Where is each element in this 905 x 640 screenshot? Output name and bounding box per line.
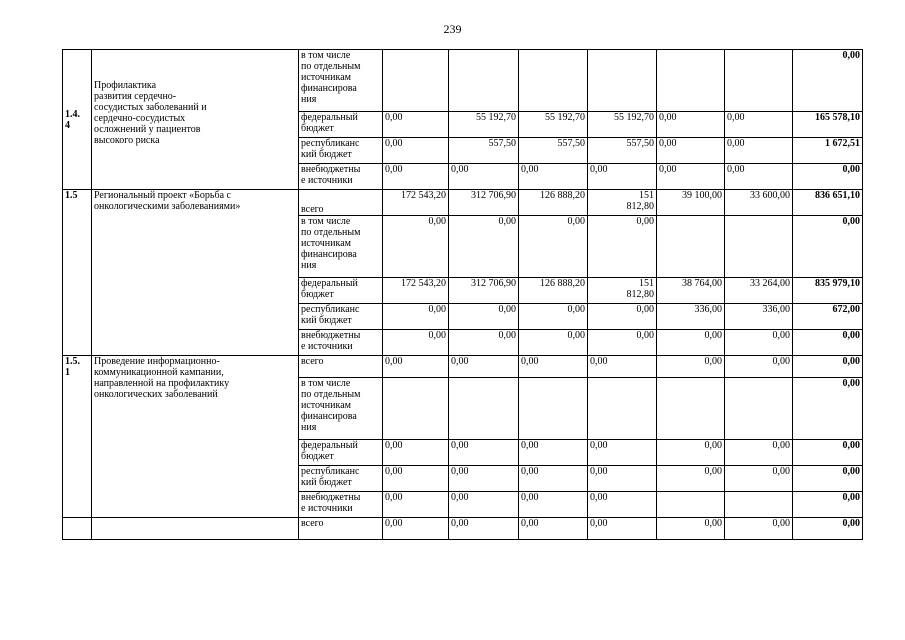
value-cell: 126 888,20 (519, 190, 588, 216)
total-cell: 0,00 (793, 518, 863, 540)
value-cell (725, 50, 793, 112)
value-cell (449, 378, 519, 440)
funding-source: в том числе по отдельным источникам финансирова ния (299, 378, 383, 440)
value-cell: 0,00 (449, 304, 519, 330)
total-cell: 0,00 (793, 50, 863, 112)
table-row (63, 190, 863, 216)
item-name: Региональный проект «Борьба с онкологическими заболеваниями» (92, 190, 299, 356)
total-cell: 672,00 (793, 304, 863, 330)
value-cell (657, 50, 725, 112)
total-cell: 0,00 (793, 466, 863, 492)
value-cell: 126 888,20 (519, 278, 588, 304)
total-cell: 0,00 (793, 356, 863, 378)
table-row (63, 518, 863, 540)
funding-source: всего (299, 518, 383, 540)
value-cell: 0,00 (519, 330, 588, 356)
value-cell (725, 378, 793, 440)
value-cell: 0,00 (588, 304, 657, 330)
funding-source: федеральный бюджет (299, 112, 383, 138)
item-name: Профилактика развития сердечно- сосудистых заболеваний и сердечно-сосудистых осложнений у пациентов высокого риска (92, 50, 299, 190)
value-cell: 0,00 (519, 440, 588, 466)
item-code: 1.5. 1 (63, 356, 92, 518)
value-cell: 557,50 (449, 138, 519, 164)
value-cell (383, 50, 449, 112)
value-cell: 0,00 (519, 164, 588, 190)
total-cell: 0,00 (793, 216, 863, 278)
value-cell: 0,00 (725, 330, 793, 356)
value-cell: 0,00 (519, 304, 588, 330)
value-cell: 172 543,20 (383, 190, 449, 216)
value-cell: 0,00 (725, 518, 793, 540)
funding-source: всего (299, 356, 383, 378)
value-cell: 0,00 (383, 466, 449, 492)
value-cell: 557,50 (588, 138, 657, 164)
value-cell: 0,00 (657, 330, 725, 356)
table-row (63, 50, 863, 112)
value-cell (657, 216, 725, 278)
funding-source: федеральный бюджет (299, 440, 383, 466)
value-cell: 0,00 (725, 164, 793, 190)
value-cell: 0,00 (449, 216, 519, 278)
funding-source: внебюджетны е источники (299, 330, 383, 356)
funding-source: федеральный бюджет (299, 278, 383, 304)
value-cell: 0,00 (657, 164, 725, 190)
funding-source: республиканс кий бюджет (299, 466, 383, 492)
value-cell: 0,00 (383, 164, 449, 190)
value-cell: 38 764,00 (657, 278, 725, 304)
total-cell: 0,00 (793, 330, 863, 356)
value-cell (449, 50, 519, 112)
value-cell (657, 492, 725, 518)
value-cell: 39 100,00 (657, 190, 725, 216)
value-cell: 151 812,80 (588, 278, 657, 304)
value-cell: 0,00 (588, 164, 657, 190)
value-cell: 557,50 (519, 138, 588, 164)
value-cell (588, 50, 657, 112)
total-cell: 0,00 (793, 440, 863, 466)
value-cell: 0,00 (449, 492, 519, 518)
value-cell: 0,00 (588, 440, 657, 466)
value-cell: 0,00 (383, 216, 449, 278)
value-cell: 336,00 (657, 304, 725, 330)
value-cell: 0,00 (383, 112, 449, 138)
value-cell (657, 378, 725, 440)
funding-source: в том числе по отдельным источникам финансирова ния (299, 216, 383, 278)
value-cell: 0,00 (588, 518, 657, 540)
value-cell (519, 378, 588, 440)
value-cell (383, 378, 449, 440)
value-cell: 312 706,90 (449, 190, 519, 216)
value-cell: 172 543,20 (383, 278, 449, 304)
value-cell: 312 706,90 (449, 278, 519, 304)
value-cell: 0,00 (588, 216, 657, 278)
value-cell: 0,00 (725, 138, 793, 164)
value-cell: 0,00 (725, 466, 793, 492)
total-cell: 165 578,10 (793, 112, 863, 138)
funding-source: всего (299, 190, 383, 216)
value-cell: 55 192,70 (519, 112, 588, 138)
funding-source: внебюджетны е источники (299, 492, 383, 518)
page-number: 239 (443, 22, 462, 36)
total-cell: 0,00 (793, 492, 863, 518)
funding-source: республиканс кий бюджет (299, 138, 383, 164)
value-cell: 0,00 (383, 440, 449, 466)
value-cell: 0,00 (449, 330, 519, 356)
value-cell: 0,00 (449, 164, 519, 190)
item-code (63, 518, 92, 540)
total-cell: 0,00 (793, 164, 863, 190)
total-cell: 836 651,10 (793, 190, 863, 216)
value-cell: 0,00 (588, 466, 657, 492)
value-cell: 0,00 (519, 356, 588, 378)
value-cell: 0,00 (519, 492, 588, 518)
value-cell: 0,00 (657, 138, 725, 164)
value-cell: 336,00 (725, 304, 793, 330)
value-cell: 55 192,70 (449, 112, 519, 138)
value-cell: 33 600,00 (725, 190, 793, 216)
value-cell: 0,00 (519, 466, 588, 492)
value-cell: 0,00 (657, 112, 725, 138)
funding-source: республиканс кий бюджет (299, 304, 383, 330)
value-cell: 0,00 (449, 518, 519, 540)
total-cell: 1 672,51 (793, 138, 863, 164)
value-cell (725, 492, 793, 518)
value-cell: 55 192,70 (588, 112, 657, 138)
value-cell: 0,00 (657, 440, 725, 466)
total-cell: 0,00 (793, 378, 863, 440)
value-cell: 0,00 (657, 466, 725, 492)
value-cell: 0,00 (383, 304, 449, 330)
value-cell: 0,00 (588, 492, 657, 518)
value-cell: 0,00 (449, 466, 519, 492)
financing-table (62, 49, 863, 540)
value-cell: 0,00 (588, 330, 657, 356)
value-cell: 0,00 (725, 112, 793, 138)
value-cell: 0,00 (725, 356, 793, 378)
value-cell: 0,00 (657, 356, 725, 378)
funding-source: в том числе по отдельным источникам финансирова ния (299, 50, 383, 112)
table-row (63, 356, 863, 378)
value-cell: 0,00 (449, 440, 519, 466)
funding-source: внебюджетны е источники (299, 164, 383, 190)
value-cell: 0,00 (449, 356, 519, 378)
value-cell: 0,00 (588, 356, 657, 378)
value-cell: 0,00 (657, 518, 725, 540)
value-cell: 0,00 (383, 518, 449, 540)
item-code: 1.4. 4 (63, 50, 92, 190)
value-cell: 0,00 (383, 330, 449, 356)
total-cell: 835 979,10 (793, 278, 863, 304)
item-code: 1.5 (63, 190, 92, 356)
value-cell: 0,00 (519, 518, 588, 540)
value-cell: 0,00 (383, 138, 449, 164)
item-name (92, 518, 299, 540)
value-cell: 0,00 (383, 492, 449, 518)
value-cell: 0,00 (383, 356, 449, 378)
item-name: Проведение информационно- коммуникационной кампании, направленной на профилактику онкологических заболеваний (92, 356, 299, 518)
value-cell: 0,00 (725, 440, 793, 466)
value-cell (519, 50, 588, 112)
value-cell: 151 812,80 (588, 190, 657, 216)
value-cell (725, 216, 793, 278)
value-cell: 33 264,00 (725, 278, 793, 304)
value-cell: 0,00 (519, 216, 588, 278)
value-cell (588, 378, 657, 440)
